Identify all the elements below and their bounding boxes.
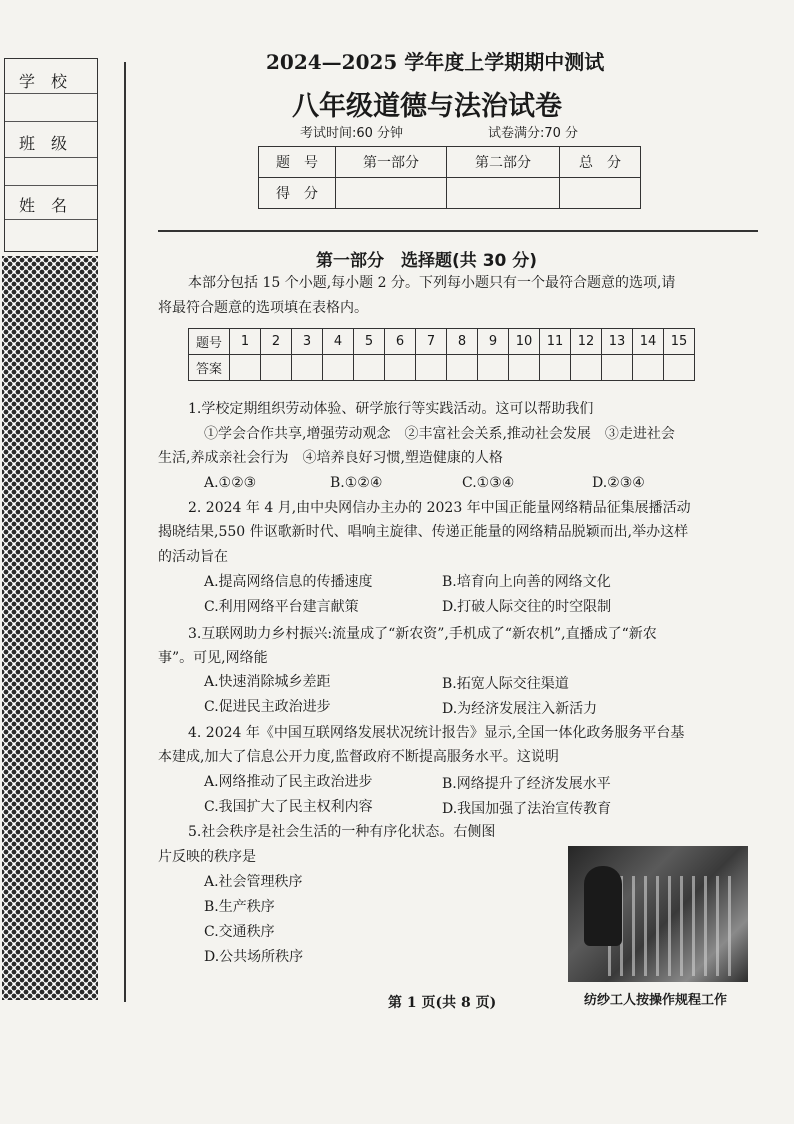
- binding-line: [124, 62, 126, 1002]
- answer-table-number: 5: [354, 329, 385, 355]
- answer-table-number: 8: [447, 329, 478, 355]
- answer-cell[interactable]: [540, 355, 571, 381]
- score-cell-total[interactable]: [560, 178, 641, 209]
- answer-cell[interactable]: [509, 355, 540, 381]
- score-header-part2: 第二部分: [447, 147, 560, 178]
- q1-stem: 1.学校定期组织劳动体验、研学旅行等实践活动。这可以帮助我们: [188, 401, 594, 417]
- q4-stem-cont: 本建成,加大了信息公开力度,监督政府不断提高服务水平。这说明: [158, 749, 559, 765]
- binding-pattern: [2, 256, 98, 1000]
- q2-option-c[interactable]: C.利用网络平台建言献策: [204, 599, 359, 615]
- q3-stem: 3.互联网助力乡村振兴:流量成了“新农资”,手机成了“新农机”,直播成了“新农: [188, 626, 657, 642]
- q5-stem: 5.社会秩序是社会生活的一种有序化状态。右侧图: [188, 824, 496, 840]
- score-table: [258, 146, 641, 209]
- exam-time: 考试时间:60 分钟: [300, 126, 404, 141]
- page-number: 第 1 页(共 8 页): [388, 995, 497, 1011]
- answer-cell[interactable]: [571, 355, 602, 381]
- answer-table-number: 12: [571, 329, 602, 355]
- score-header-number: 题 号: [259, 147, 336, 178]
- answer-cell[interactable]: [478, 355, 509, 381]
- q2-stem-cont1: 揭晓结果,550 件讴歌新时代、唱响主旋律、传递正能量的网络精品脱颖而出,举办这样: [158, 524, 689, 540]
- answer-cell[interactable]: [385, 355, 416, 381]
- section-intro-line2: 将最符合题意的选项填在表格内。: [158, 300, 368, 316]
- answer-table-number: 13: [602, 329, 633, 355]
- answer-table-number: 11: [540, 329, 571, 355]
- answer-table-number: 2: [261, 329, 292, 355]
- q1-statements-cont: 生活,养成亲社会行为 ④培养良好习惯,塑造健康的人格: [158, 450, 503, 466]
- q3-option-d[interactable]: D.为经济发展注入新活力: [442, 701, 598, 717]
- answer-table-number: 1: [230, 329, 261, 355]
- answer-cell[interactable]: [354, 355, 385, 381]
- textile-worker-photo: [568, 846, 748, 982]
- q2-stem: 2. 2024 年 4 月,由中央网信办主办的 2023 年中国正能量网络精品征集展播活动: [188, 500, 691, 516]
- photo-caption: 纺纱工人按操作规程工作: [584, 993, 728, 1008]
- answer-cell[interactable]: [664, 355, 695, 381]
- q1-option-b[interactable]: B.①②④: [330, 475, 383, 491]
- answer-table-number: 14: [633, 329, 664, 355]
- score-cell-part1[interactable]: [336, 178, 447, 209]
- q2-option-b[interactable]: B.培育向上向善的网络文化: [442, 574, 611, 590]
- q4-option-a[interactable]: A.网络推动了民主政治进步: [204, 774, 373, 790]
- score-header-total: 总 分: [560, 147, 641, 178]
- q5-option-c[interactable]: C.交通秩序: [204, 924, 275, 940]
- q3-option-a[interactable]: A.快速消除城乡差距: [204, 674, 331, 690]
- q2-stem-cont2: 的活动旨在: [158, 549, 228, 565]
- answer-table-number: 3: [292, 329, 323, 355]
- answer-table-number: 7: [416, 329, 447, 355]
- q5-option-b[interactable]: B.生产秩序: [204, 899, 275, 915]
- answer-table-number: 4: [323, 329, 354, 355]
- q3-option-b[interactable]: B.拓宽人际交往渠道: [442, 676, 569, 692]
- answer-table-q-label: 题号: [189, 329, 230, 355]
- answer-table-number: 6: [385, 329, 416, 355]
- answer-table-number: 15: [664, 329, 695, 355]
- q3-option-c[interactable]: C.促进民主政治进步: [204, 699, 331, 715]
- q4-option-b[interactable]: B.网络提升了经济发展水平: [442, 776, 611, 792]
- answer-cell[interactable]: [230, 355, 261, 381]
- section-divider: [158, 230, 758, 232]
- section-title: 第一部分 选择题(共 30 分): [316, 251, 538, 271]
- answer-cell[interactable]: [633, 355, 664, 381]
- answer-table: [188, 328, 695, 381]
- score-row-label: 得 分: [259, 178, 336, 209]
- q5-option-a[interactable]: A.社会管理秩序: [204, 874, 303, 890]
- q3-stem-cont: 事”。可见,网络能: [158, 650, 268, 666]
- answer-cell[interactable]: [261, 355, 292, 381]
- answer-table-a-label: 答案: [189, 355, 230, 381]
- answer-cell[interactable]: [416, 355, 447, 381]
- section-intro-line1: 本部分包括 15 个小题,每小题 2 分。下列每小题只有一个最符合题意的选项,请: [188, 275, 676, 291]
- q1-statements: ①学会合作共享,增强劳动观念 ②丰富社会关系,推动社会发展 ③走进社会: [204, 426, 675, 442]
- q2-option-a[interactable]: A.提高网络信息的传播速度: [204, 574, 373, 590]
- answer-cell[interactable]: [602, 355, 633, 381]
- exam-score: 试卷满分:70 分: [488, 126, 579, 141]
- q1-option-a[interactable]: A.①②③: [204, 475, 257, 491]
- q2-option-d[interactable]: D.打破人际交往的时空限制: [442, 599, 612, 615]
- q5-stem-cont: 片反映的秩序是: [158, 849, 256, 865]
- q4-option-d[interactable]: D.我国加强了法治宣传教育: [442, 801, 612, 817]
- answer-table-number: 9: [478, 329, 509, 355]
- score-header-part1: 第一部分: [336, 147, 447, 178]
- answer-table-number: 10: [509, 329, 540, 355]
- exam-title: 2024—2025 学年度上学期期中测试: [266, 50, 605, 74]
- q4-stem: 4. 2024 年《中国互联网络发展状况统计报告》显示,全国一体化政务服务平台基: [188, 725, 685, 741]
- answer-cell[interactable]: [447, 355, 478, 381]
- score-cell-part2[interactable]: [447, 178, 560, 209]
- q5-option-d[interactable]: D.公共场所秩序: [204, 949, 304, 965]
- q4-option-c[interactable]: C.我国扩大了民主权利内容: [204, 799, 373, 815]
- student-info-box: 学 校 班 级 姓 名: [4, 58, 98, 252]
- answer-cell[interactable]: [323, 355, 354, 381]
- answer-cell[interactable]: [292, 355, 323, 381]
- exam-subtitle: 八年级道德与法治试卷: [292, 91, 562, 122]
- q1-option-d[interactable]: D.②③④: [592, 475, 645, 491]
- q1-option-c[interactable]: C.①③④: [462, 475, 515, 491]
